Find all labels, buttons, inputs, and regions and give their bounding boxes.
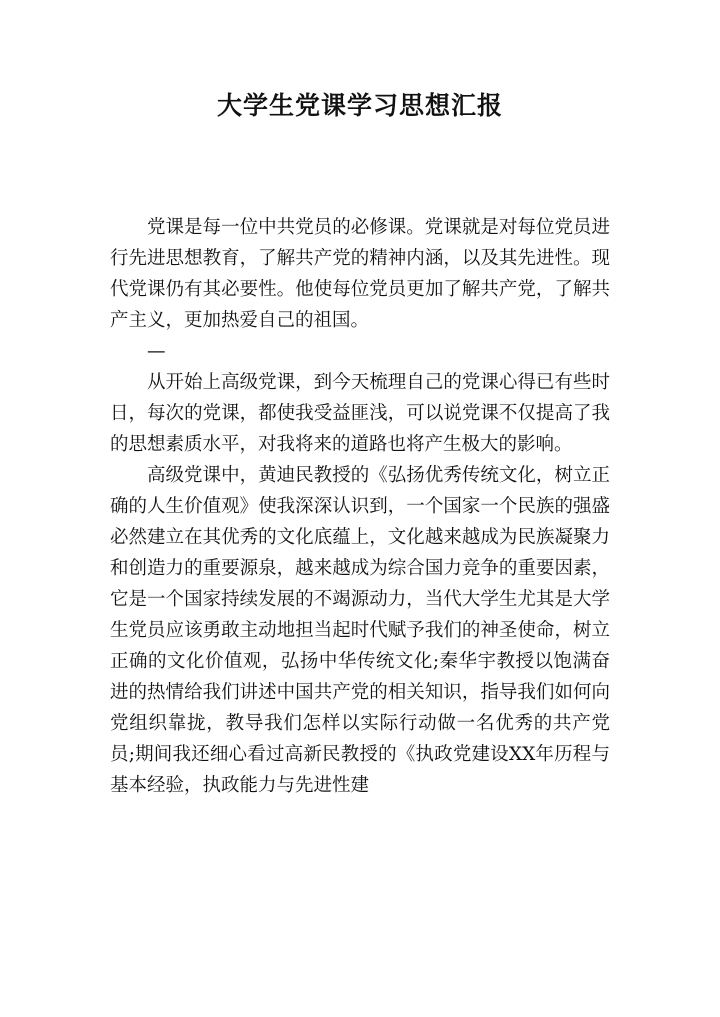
paragraph-experience: 从开始上高级党课，到今天梳理自己的党课心得已有些时日，每次的党课，都使我受益匪浅，可以说党课不仅提高了我的思想素质水平，对我将来的道路也将产生极大的影响。 [110,372,610,455]
paragraph-intro: 党课是每一位中共党员的必修课。党课就是对每位党员进行先进思想教育，了解共产党的精神内涵，以及其先进性。现代党课仍有其必要性。他使每位党员更加了解共产党，了解共产主义，更加热爱自己的祖国。 [110,217,610,331]
document-title: 大学生党课学习思想汇报 [216,91,503,120]
document-body [110,212,610,801]
paragraph-lectures: 高级党课中，黄迪民教授的《弘扬优秀传统文化，树立正确的人生价值观》使我深深认识到，一个国家一个民族的强盛必然建立在其优秀的文化底蕴上，文化越来越成为民族凝聚力和创造力的重要源泉，越来越成为综合国力竞争的重要因素，它是一个国家持续发展的不竭源动力，当代大学生尤其是大学生党员应该勇敢主动地担当起时代赋予我们的神圣使命，树立正确的文化价值观，弘扬中华传统文化;秦华宇教授以饱满奋进的热情给我们讲述中国共产党的相关知识，指导我们如何向党组织靠拢，教导我们怎样以实际行动做一名优秀的共产党员;期间我还细心看过高新民教授的《执政党建设XX年历程与基本经验，执政能力与先进性建 [110,465,610,796]
section-separator: — [147,341,166,362]
